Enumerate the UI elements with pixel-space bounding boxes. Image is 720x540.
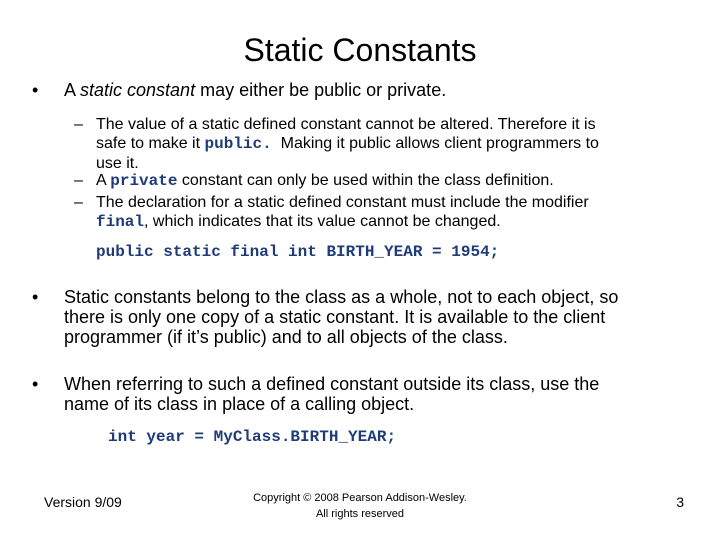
bullet-text	[64, 374, 599, 414]
bullet-text-end: may either be public or private.	[195, 80, 447, 100]
dash-marker: –	[74, 172, 83, 189]
bullet-text	[64, 80, 446, 100]
dash-marker: –	[74, 194, 83, 211]
bullet-text	[64, 287, 618, 347]
bullet-marker: •	[32, 80, 39, 100]
page-number: 3	[676, 494, 684, 510]
sub-text-end: constant can only be used within the class definition.	[177, 172, 554, 189]
italic-term: static constant	[80, 80, 196, 100]
code-public: public.	[204, 135, 272, 153]
bullet-marker: •	[32, 287, 39, 307]
sub-line-2-start: safe to make it	[96, 135, 205, 152]
sub-item-text	[96, 193, 676, 232]
slide-title: Static Constants	[243, 32, 477, 68]
copyright-line-1: Copyright © 2008 Pearson Addison-Wesley.	[253, 492, 467, 504]
bullet-line-3: programmer (if it’s public) and to all objects of the class.	[64, 327, 508, 347]
bullet-line-1: Static constants belong to the class as a whole, not to each object, so	[64, 287, 619, 307]
copyright-line-2: All rights reserved	[315, 508, 405, 520]
sub-line-2-end: Making it public allows client programmers to	[271, 135, 599, 152]
bullet-marker: •	[32, 374, 39, 394]
bullet-line-1: When referring to such a defined constant outside its class, use the	[64, 374, 600, 394]
code-example-birth-year: public static final int BIRTH_YEAR = 1954;	[96, 243, 500, 261]
footer-version: Version 9/09	[44, 494, 122, 510]
sub-item-text	[96, 171, 676, 191]
code-private: private	[110, 172, 178, 190]
sub-line-2	[96, 212, 676, 232]
bullet-line-2: name of its class in place of a calling object.	[64, 394, 415, 414]
sub-text-start: A	[96, 172, 111, 189]
code-example-my-class: int year = MyClass.BIRTH_YEAR;	[108, 428, 397, 446]
sub-line-1: The declaration for a static defined constant must include the modifier	[96, 194, 589, 211]
sub-line-2	[96, 134, 676, 154]
bullet-text-start: A	[64, 80, 81, 100]
bullet-line-2: there is only one copy of a static constant. It is available to the client	[64, 307, 606, 327]
sub-line-1: The value of a static defined constant cannot be altered. Therefore it is	[96, 116, 596, 133]
code-final: final	[96, 213, 145, 231]
dash-marker: –	[74, 116, 83, 133]
sub-item-text	[96, 115, 676, 173]
sub-line-2-end: , which indicates that its value cannot be changed.	[144, 213, 501, 230]
sub-line-3: use it.	[96, 155, 139, 172]
footer-copyright	[210, 490, 510, 522]
